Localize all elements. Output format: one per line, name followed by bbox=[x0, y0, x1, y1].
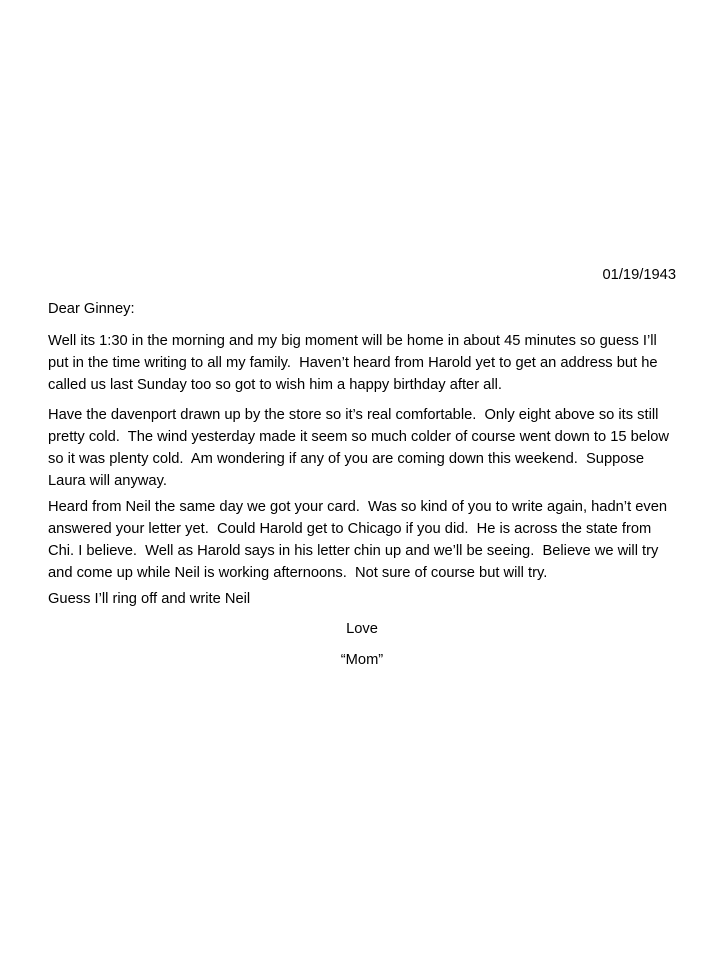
letter-line: pretty cold. The wind yesterday made it seem so much colder of course went down to 15 below bbox=[48, 429, 669, 445]
letter-line: Well its 1:30 in the morning and my big moment will be home in about 45 minutes so guess I’ll bbox=[48, 333, 657, 349]
letter-paragraph-3 bbox=[48, 496, 676, 584]
letter-line: Have the davenport drawn up by the store so it’s real comfortable. Only eight above so its still bbox=[48, 407, 659, 423]
letter-line: called us last Sunday too so got to wish him a happy birthday after all. bbox=[48, 377, 502, 393]
letter-signature: “Mom” bbox=[340, 652, 384, 668]
letter-line: Chi. I believe. Well as Harold says in his letter chin up and we’ll be seeing. Believe we will try bbox=[48, 543, 659, 559]
letter-line: Guess I’ll ring off and write Neil bbox=[48, 591, 251, 607]
letter-line: Heard from Neil the same day we got your card. Was so kind of you to write again, hadn’t even bbox=[48, 499, 668, 515]
letter-date: 01/19/1943 bbox=[602, 267, 676, 283]
letter-paragraph-4 bbox=[48, 588, 676, 610]
letter-line: put in the time writing to all my family. Haven’t heard from Harold yet to get an address but he bbox=[48, 355, 658, 371]
letter-line: so it was plenty cold. Am wondering if any of you are coming down this weekend. Suppose bbox=[48, 451, 644, 467]
letter-paragraph-1 bbox=[48, 330, 676, 396]
letter-greeting: Dear Ginney: bbox=[48, 301, 135, 317]
letter-line: answered your letter yet. Could Harold get to Chicago if you did. He is across the state from bbox=[48, 521, 652, 537]
letter-line: and come up while Neil is working afternoons. Not sure of course but will try. bbox=[48, 565, 548, 581]
letter-paragraph-2 bbox=[48, 404, 676, 492]
letter-closing: Love bbox=[346, 621, 378, 637]
letter-line: Laura will anyway. bbox=[48, 473, 167, 489]
